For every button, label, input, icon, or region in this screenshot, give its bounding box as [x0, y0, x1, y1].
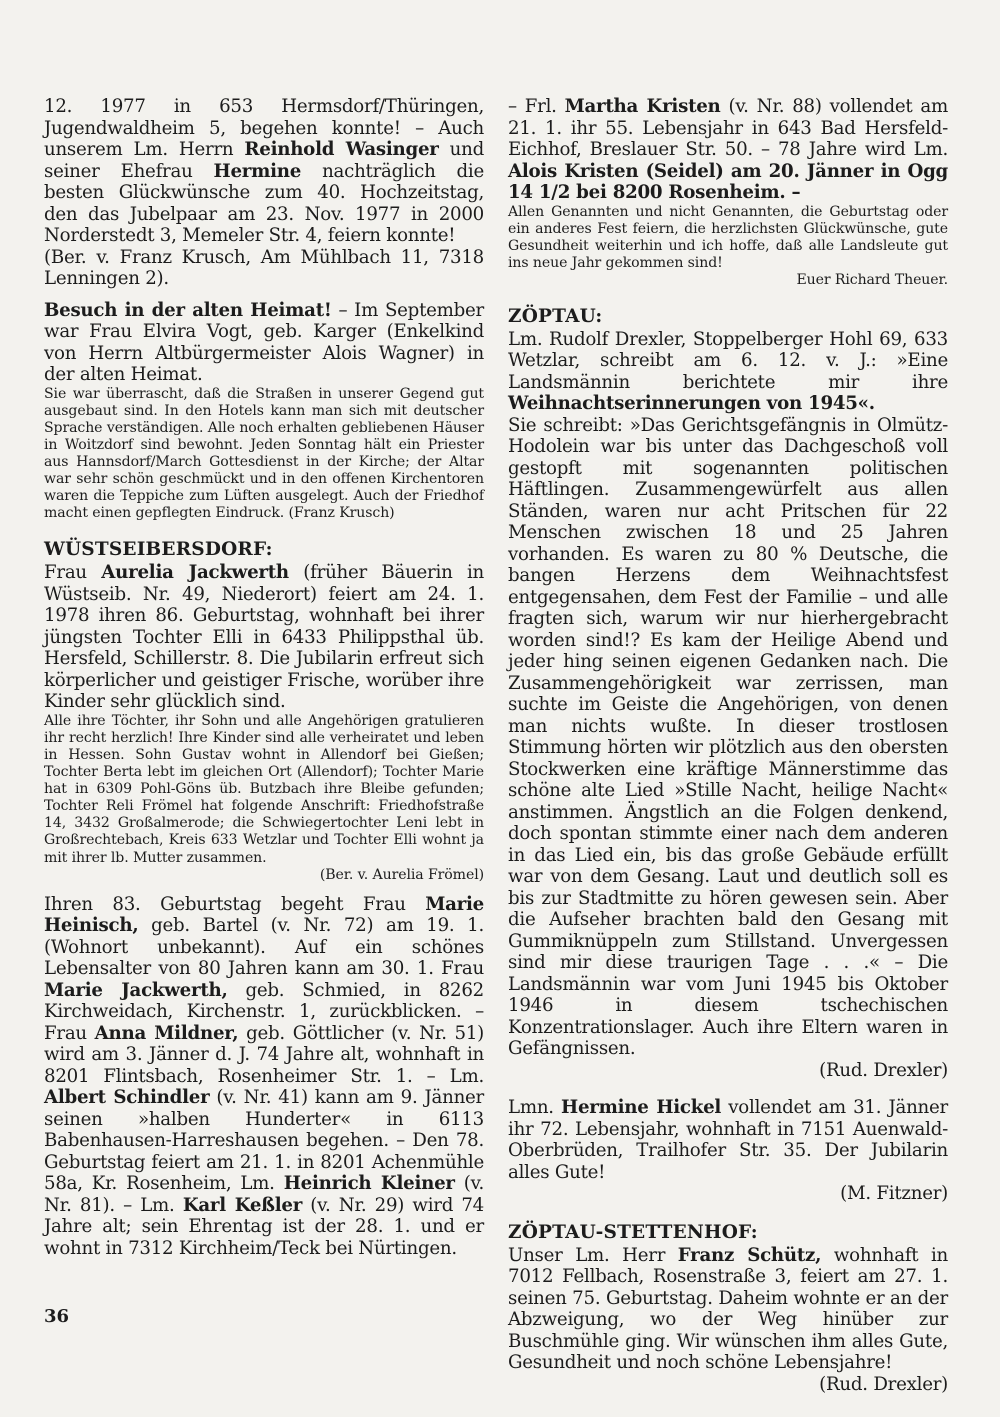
- text-run: vollendet am 31. Jänner ihr 72. Lebensjahr, wohnhaft in 7151 Auenwald-Oberbrüden, Trailhofer Str. 35. Der Jubilarin alles Gute!: [508, 1097, 948, 1183]
- text-run: geb. Göttlicher (v. Nr. 51) wird am 3. Jänner d. J. 74 Jahre alt, wohnhaft in 8201 Flintsbach, Rosenheimer Str. 1. – Lm.: [44, 1022, 484, 1087]
- paragraph-besuch-body: Sie war überrascht, daß die Straßen in unserer Gegend gut ausgebaut sind. In den Hotels kann man sich mit deutscher Sprache verständigen. Alle noch erhalten gebliebenen Häuser in Woitzdorf sind bewohnt. Jeden Sonntag hält ein Priester aus Hannsdorf/March Gottesdienst in der Kirche; der Altar war sehr schön geschmückt und in den offenen Kirchentoren waren die Teppiche zum Lüften ausgelegt. Auch der Friedhof macht einen gepflegten Eindruck. (Franz Krusch): [44, 385, 484, 522]
- paragraph-family: Alle ihre Töchter, ihr Sohn und alle Angehörigen gratulieren ihr recht herzlich! Ihre Kinder sind alle verheiratet und leben in Hessen. Sohn Gustav wohnt in Allendorf bei Gießen; Tochter Berta lebt im gleichen Ort (Allendorf); Tochter Marie hat in 6309 Pohl-Göns üb. Butzbach ihre Bleibe gefunden; Tochter Reli Frömel hat folgende Anschrift: Friedhofstraße 14, 3432 Großalmerode; die Schwiegertochter Leni lebt in Großrechtebach, Kreis 633 Wetzlar und Tochter Elli wohnt ja mit ihrer lb. Mutter zusammen.: [44, 712, 484, 866]
- bold-name: Alois Kristen (Seidel) am 20. Jänner in Ogg 14 1/2 bei 8200 Rosenheim. –: [508, 160, 948, 203]
- paragraph-drexler-intro: [508, 329, 948, 415]
- bold-name: Karl Keßler: [182, 1194, 303, 1216]
- signature-fitzner: (M. Fitzner): [840, 1183, 948, 1205]
- page-number: 36: [44, 1306, 70, 1327]
- bold-name: Franz Schütz,: [677, 1244, 822, 1266]
- text-run: – Frl.: [508, 96, 565, 117]
- text-run: (früher Bäuerin in Wüstseib. Nr. 49, Niederort) feiert am 24. 1. 1978 ihren 86. Geburtstag, wohnhaft bei ihrer jüngsten Tochter Elli in 6433 Philippsthal üb. Hersfeld, Schillerstr. 8. Die Jubilarin erfreut sich körperlicher und geistiger Frische, worüber ihre Kinder sehr glücklich sind.: [44, 562, 484, 713]
- bold-name: Marie Heinisch,: [44, 893, 484, 937]
- paragraph-hickel: [508, 1097, 948, 1183]
- text-run: Lmn.: [508, 1097, 562, 1119]
- paragraph-schuetz: [508, 1245, 948, 1374]
- paragraph-besuch-heading: [44, 300, 484, 386]
- text-run: Lm. Rudolf Drexler, Stoppelberger Hohl 69, 633 Wetzlar, schreibt am 6. 12. v. J.: »Eine Landsmännin berichtete mir ihre: [508, 328, 948, 393]
- bold-name: Marie Jackwerth,: [44, 979, 228, 1001]
- bold-name: Aurelia Jackwerth: [101, 562, 289, 584]
- section-heading-zoeptau-stettenhof: ZÖPTAU-STETTENHOF:: [508, 1221, 758, 1243]
- paragraph-jackwerth: [44, 562, 484, 713]
- paragraph-weihnachtserinnerungen: Sie schreibt: »Das Gerichtsgefängnis in Olmütz-Hodolein war bis unter das Dachgeschoß voll gestopft mit sogenannten politischen Häftlingen. Zusammengewürfelt aus allen Ständen, waren nur acht Pritschen für 22 Menschen zwischen 18 und 25 Jahren vorhanden. Es waren zu 80 % Deutsche, die bangen Herzens dem Weihnachtsfest entgegensahen, dem Fest der Familie – und alle fragten sich, warum wir nur hierhergebracht worden sind!? Es kam der Heilige Abend und jeder hing seinen eigenen Gedanken nach. Die Zusammengehörigkeit war zerrissen, man suchte im Geiste die Angehörigen, von denen man nichts wußte. In dieser trostlosen Stimmung hörten wir plötzlich aus den obersten Stockwerken eine kräftige Männerstimme das schöne alte Lied »Stille Nacht, heilige Nacht« anstimmen. Ängstlich an die Folgen denkend, doch spontan stimmte einer nach dem anderen in das Lied ein, bis das große Gebäude erfüllt war von dem Gesang. Laut und deutlich soll es bis zur Stadtmitte zu hören gewesen sein. Aber die Aufseher brachten bald den Gesang mit Gummiknüppeln zum Stillstand. Unvergessen sind mir diese traurigen Tage . . .« – Die Landsmännin war vom Juni 1945 bis Oktober 1946 in diesem tschechischen Konzentrationslager. Auch ihre Eltern waren in Gefängnissen.: [508, 414, 948, 1060]
- bold-name: Heinrich Kleiner: [283, 1173, 455, 1195]
- text-run: und seiner Ehefrau: [44, 139, 484, 182]
- signature-theuer: Euer Richard Theuer.: [796, 271, 948, 288]
- right-column: [508, 96, 948, 1395]
- section-heading-zoeptau: ZÖPTAU:: [508, 305, 603, 327]
- text-run: (v. Nr. 41) kann am 9. Jänner seinen »halben Hunderter« in 6113 Babenhausen-Harreshausen begehen. – Den 78. Geburtstag feiert am 21. 1. in 8201 Achenmühle 58a, Kr. Rosenheim, Lm.: [44, 1087, 485, 1195]
- text-run: nachträglich die besten Glückwünsche zum 40. Hochzeitstag, den das Jubelpaar am 23. Nov. 1977 in 2000 Norderstedt 3, Memeler Str. 4, feiern konnte!: [44, 160, 485, 246]
- report-credit-krusch: (Ber. v. Franz Krusch, Am Mühlbach 11, 7318 Lenningen 2).: [44, 246, 484, 289]
- paragraph-wasinger: [44, 96, 484, 247]
- text-run: Unser Lm. Herr: [508, 1244, 678, 1266]
- text-run: 12. 1977 in 653 Hermsdorf/Thüringen, Jugendwaldheim 5, begehen konnte! – Auch unserem Lm. Herrn: [44, 96, 484, 160]
- section-heading-wuestseibersdorf: WÜSTSEIBERSDORF:: [44, 539, 273, 561]
- bold-name: Anna Mildner,: [94, 1022, 239, 1044]
- text-run: Frau: [44, 562, 102, 584]
- bold-name: Albert Schindler: [44, 1087, 210, 1109]
- signature-drexler: (Rud. Drexler): [819, 1059, 948, 1081]
- text-run: (v. Nr. 81). – Lm.: [44, 1173, 484, 1216]
- signature-drexler-2: (Rud. Drexler): [819, 1373, 948, 1395]
- text-run: geb. Bartel (v. Nr. 72) am 19. 1. (Wohnort unbekannt). Auf ein schönes Lebensalter von 80 Jahren kann am 30. 1. Frau: [44, 915, 484, 980]
- text-run: (v. Nr. 29) wird 74 Jahre alt; sein Ehrentag ist der 28. 1. und er wohnt in 7312 Kirchheim/Teck bei Nürtingen.: [44, 1194, 484, 1259]
- left-column: [44, 96, 484, 1259]
- paragraph-birthdays: [44, 894, 484, 1260]
- bold-name: Martha Kristen: [564, 96, 721, 117]
- paragraph-greetings: Allen Genannten und nicht Genannten, die Geburtstag oder ein anderes Fest feiern, die herzlichsten Glückwünsche, gute Gesundheit weiterhin und ich hoffe, daß alle Landsleute gut ins neue Jahr gekommen sind!: [508, 203, 948, 271]
- text-run: geb. Schmied, in 8262 Kirchweidach, Kirchenstr. 1, zurückblicken. – Frau: [44, 979, 484, 1044]
- text-run: wohnhaft in 7012 Fellbach, Rosenstraße 3, feiert am 27. 1. seinen 75. Geburtstag. Daheim wohnte er an der Abzweigung, wo der Weg hinüber zur Buschmühle ging. Wir wünschen ihm alles Gute, Gesundheit und noch schöne Lebensjahre!: [508, 1244, 949, 1374]
- text-run: Ihren 83. Geburtstag begeht Frau: [44, 893, 426, 915]
- paragraph-kristen: [508, 96, 948, 204]
- bold-name: Reinhold Wasinger: [244, 139, 439, 160]
- bold-name: Besuch in der alten Heimat!: [44, 299, 332, 321]
- signature-froemel: (Ber. v. Aurelia Frömel): [319, 866, 484, 883]
- text-run: (v. Nr. 88) vollendet am 21. 1. ihr 55. Lebensjahr in 643 Bad Hersfeld-Eichhof, Breslauer Str. 50. – 78 Jahre wird Lm.: [508, 96, 948, 160]
- bold-name: Weihnachtserinnerungen von 1945«.: [508, 393, 875, 415]
- text-run: – Im September war Frau Elvira Vogt, geb. Karger (Enkelkind von Herrn Altbürgermeister Alois Wagner) in der alten Heimat.: [44, 299, 484, 385]
- bold-name: Hermine: [213, 160, 302, 182]
- bold-name: Hermine Hickel: [561, 1097, 722, 1119]
